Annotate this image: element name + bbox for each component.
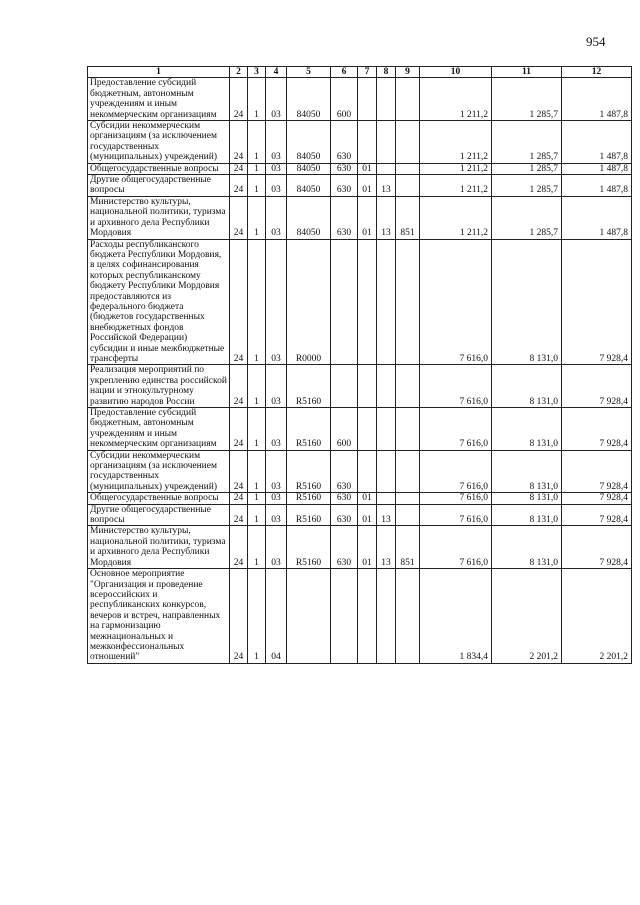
cell-code-4: 03 bbox=[266, 175, 287, 197]
table-row bbox=[88, 78, 632, 121]
cell-code-5: R5160 bbox=[287, 493, 331, 504]
page-number: 954 bbox=[586, 34, 606, 49]
cell-code-4: 03 bbox=[266, 504, 287, 526]
cell-code-7: 01 bbox=[358, 504, 377, 526]
table-row bbox=[88, 504, 632, 526]
table-row bbox=[88, 450, 632, 493]
cell-code-2: 24 bbox=[230, 196, 248, 239]
cell-item-name: Министерство культуры, национальной политики, туризма и архивного дела Республики Мордовия bbox=[88, 196, 230, 239]
table-row bbox=[88, 493, 632, 504]
cell-amount-12: 7 928,4 bbox=[562, 493, 632, 504]
column-header-4: 4 bbox=[266, 67, 287, 78]
column-header-2: 2 bbox=[230, 67, 248, 78]
cell-code-5: 84050 bbox=[287, 196, 331, 239]
cell-code-8 bbox=[377, 569, 396, 664]
cell-code-9 bbox=[396, 175, 420, 197]
cell-code-6: 630 bbox=[331, 450, 358, 493]
cell-amount-10: 7 616,0 bbox=[420, 493, 492, 504]
cell-code-2: 24 bbox=[230, 365, 248, 408]
cell-amount-11: 8 131,0 bbox=[492, 493, 562, 504]
cell-code-3: 1 bbox=[248, 163, 266, 174]
cell-amount-10: 1 211,2 bbox=[420, 121, 492, 164]
table-row bbox=[88, 526, 632, 569]
cell-amount-10: 1 211,2 bbox=[420, 175, 492, 197]
cell-code-6: 630 bbox=[331, 163, 358, 174]
table-header-row bbox=[88, 67, 632, 78]
cell-code-7 bbox=[358, 239, 377, 365]
cell-code-3: 1 bbox=[248, 569, 266, 664]
cell-amount-11: 1 285,7 bbox=[492, 175, 562, 197]
cell-code-6: 630 bbox=[331, 493, 358, 504]
cell-amount-12: 7 928,4 bbox=[562, 365, 632, 408]
cell-code-4: 04 bbox=[266, 569, 287, 664]
cell-code-3: 1 bbox=[248, 121, 266, 164]
cell-code-2: 24 bbox=[230, 239, 248, 365]
cell-code-5 bbox=[287, 569, 331, 664]
cell-amount-12: 7 928,4 bbox=[562, 408, 632, 451]
column-header-8: 8 bbox=[377, 67, 396, 78]
table-row bbox=[88, 239, 632, 365]
cell-amount-10: 1 211,2 bbox=[420, 196, 492, 239]
table-row bbox=[88, 163, 632, 174]
cell-code-9 bbox=[396, 504, 420, 526]
cell-code-7: 01 bbox=[358, 175, 377, 197]
cell-code-6: 630 bbox=[331, 121, 358, 164]
cell-amount-10: 1 211,2 bbox=[420, 163, 492, 174]
cell-code-2: 24 bbox=[230, 526, 248, 569]
cell-code-2: 24 bbox=[230, 493, 248, 504]
cell-amount-11: 1 285,7 bbox=[492, 196, 562, 239]
cell-code-9 bbox=[396, 493, 420, 504]
cell-code-9: 851 bbox=[396, 526, 420, 569]
cell-amount-11: 8 131,0 bbox=[492, 450, 562, 493]
cell-code-4: 03 bbox=[266, 163, 287, 174]
table-row bbox=[88, 569, 632, 664]
column-header-9: 9 bbox=[396, 67, 420, 78]
cell-code-8: 13 bbox=[377, 175, 396, 197]
cell-code-8 bbox=[377, 121, 396, 164]
cell-code-8 bbox=[377, 239, 396, 365]
column-header-6: 6 bbox=[331, 67, 358, 78]
cell-code-8 bbox=[377, 365, 396, 408]
cell-amount-12: 1 487,8 bbox=[562, 121, 632, 164]
cell-code-8 bbox=[377, 450, 396, 493]
cell-amount-11: 8 131,0 bbox=[492, 504, 562, 526]
cell-item-name: Предоставление субсидий бюджетным, автономным учреждениям и иным некоммерческим организациям bbox=[88, 408, 230, 451]
cell-amount-10: 7 616,0 bbox=[420, 526, 492, 569]
cell-code-9: 851 bbox=[396, 196, 420, 239]
cell-code-6: 630 bbox=[331, 196, 358, 239]
cell-amount-10: 7 616,0 bbox=[420, 504, 492, 526]
cell-item-name: Другие общегосударственные вопросы bbox=[88, 504, 230, 526]
cell-item-name: Реализация мероприятий по укреплению единства российской нации и этнокультурному развитию народов России bbox=[88, 365, 230, 408]
column-header-3: 3 bbox=[248, 67, 266, 78]
cell-item-name: Субсидии некоммерческим организациям (за исключением государственных (муниципальных) учреждений) bbox=[88, 450, 230, 493]
cell-code-5: R5160 bbox=[287, 504, 331, 526]
cell-code-8: 13 bbox=[377, 196, 396, 239]
cell-item-name: Министерство культуры, национальной политики, туризма и архивного дела Республики Мордовия bbox=[88, 526, 230, 569]
table-body bbox=[88, 78, 632, 663]
cell-code-5: R5160 bbox=[287, 365, 331, 408]
cell-code-3: 1 bbox=[248, 196, 266, 239]
cell-code-6 bbox=[331, 569, 358, 664]
cell-amount-12: 7 928,4 bbox=[562, 450, 632, 493]
cell-code-5: 84050 bbox=[287, 78, 331, 121]
cell-code-4: 03 bbox=[266, 408, 287, 451]
cell-code-8: 13 bbox=[377, 504, 396, 526]
cell-item-name: Предоставление субсидий бюджетным, автономным учреждениям и иным некоммерческим организациям bbox=[88, 78, 230, 121]
cell-code-3: 1 bbox=[248, 175, 266, 197]
column-header-5: 5 bbox=[287, 67, 331, 78]
cell-code-8 bbox=[377, 163, 396, 174]
cell-code-6 bbox=[331, 239, 358, 365]
cell-item-name: Расходы республиканского бюджета Республики Мордовия, в целях софинансирования которых республиканскому бюджету Республики Мордовия предоставляются из федерального бюджета (бюджетов государственных внебюджетных фондов Российской Федерации) субсидии и иные межбюджетные трансферты bbox=[88, 239, 230, 365]
table-row bbox=[88, 196, 632, 239]
cell-code-6: 630 bbox=[331, 504, 358, 526]
cell-amount-11: 8 131,0 bbox=[492, 239, 562, 365]
cell-amount-11: 8 131,0 bbox=[492, 526, 562, 569]
cell-amount-12: 1 487,8 bbox=[562, 196, 632, 239]
cell-code-2: 24 bbox=[230, 175, 248, 197]
cell-code-6 bbox=[331, 365, 358, 408]
cell-code-3: 1 bbox=[248, 365, 266, 408]
cell-code-6: 630 bbox=[331, 175, 358, 197]
cell-amount-12: 7 928,4 bbox=[562, 526, 632, 569]
cell-code-3: 1 bbox=[248, 504, 266, 526]
cell-code-6: 600 bbox=[331, 408, 358, 451]
cell-code-5: R5160 bbox=[287, 526, 331, 569]
cell-code-5: 84050 bbox=[287, 163, 331, 174]
cell-code-4: 03 bbox=[266, 239, 287, 365]
column-header-1: 1 bbox=[88, 67, 230, 78]
cell-code-7 bbox=[358, 121, 377, 164]
cell-amount-11: 1 285,7 bbox=[492, 78, 562, 121]
cell-amount-11: 8 131,0 bbox=[492, 408, 562, 451]
cell-code-4: 03 bbox=[266, 196, 287, 239]
cell-code-3: 1 bbox=[248, 526, 266, 569]
cell-code-5: 84050 bbox=[287, 175, 331, 197]
cell-code-9 bbox=[396, 239, 420, 365]
cell-amount-10: 7 616,0 bbox=[420, 408, 492, 451]
cell-code-2: 24 bbox=[230, 121, 248, 164]
cell-amount-12: 1 487,8 bbox=[562, 78, 632, 121]
cell-item-name: Другие общегосударственные вопросы bbox=[88, 175, 230, 197]
cell-code-4: 03 bbox=[266, 493, 287, 504]
cell-amount-11: 1 285,7 bbox=[492, 121, 562, 164]
column-header-7: 7 bbox=[358, 67, 377, 78]
cell-code-6: 630 bbox=[331, 526, 358, 569]
cell-code-2: 24 bbox=[230, 78, 248, 121]
cell-code-9 bbox=[396, 163, 420, 174]
cell-code-3: 1 bbox=[248, 239, 266, 365]
cell-code-8 bbox=[377, 493, 396, 504]
cell-code-2: 24 bbox=[230, 450, 248, 493]
cell-amount-12: 1 487,8 bbox=[562, 163, 632, 174]
cell-code-9 bbox=[396, 569, 420, 664]
cell-amount-12: 7 928,4 bbox=[562, 504, 632, 526]
cell-item-name: Общегосударственные вопросы bbox=[88, 163, 230, 174]
cell-code-7 bbox=[358, 365, 377, 408]
cell-item-name: Общегосударственные вопросы bbox=[88, 493, 230, 504]
cell-code-7: 01 bbox=[358, 526, 377, 569]
cell-code-9 bbox=[396, 450, 420, 493]
cell-code-3: 1 bbox=[248, 78, 266, 121]
cell-code-9 bbox=[396, 121, 420, 164]
table-row bbox=[88, 408, 632, 451]
cell-code-4: 03 bbox=[266, 450, 287, 493]
cell-code-2: 24 bbox=[230, 408, 248, 451]
cell-amount-11: 2 201,2 bbox=[492, 569, 562, 664]
cell-amount-12: 2 201,2 bbox=[562, 569, 632, 664]
cell-code-9 bbox=[396, 78, 420, 121]
cell-amount-12: 7 928,4 bbox=[562, 239, 632, 365]
cell-code-4: 03 bbox=[266, 121, 287, 164]
cell-code-7: 01 bbox=[358, 196, 377, 239]
cell-code-2: 24 bbox=[230, 163, 248, 174]
cell-code-3: 1 bbox=[248, 408, 266, 451]
table-row bbox=[88, 121, 632, 164]
cell-code-4: 03 bbox=[266, 78, 287, 121]
column-header-11: 11 bbox=[492, 67, 562, 78]
cell-code-9 bbox=[396, 365, 420, 408]
cell-code-4: 03 bbox=[266, 365, 287, 408]
column-header-12: 12 bbox=[562, 67, 632, 78]
cell-item-name: Субсидии некоммерческим организациям (за исключением государственных (муниципальных) учреждений) bbox=[88, 121, 230, 164]
cell-code-3: 1 bbox=[248, 493, 266, 504]
cell-code-7 bbox=[358, 569, 377, 664]
cell-code-4: 03 bbox=[266, 526, 287, 569]
cell-code-7: 01 bbox=[358, 163, 377, 174]
table-row bbox=[88, 175, 632, 197]
cell-code-8: 13 bbox=[377, 526, 396, 569]
cell-code-6: 600 bbox=[331, 78, 358, 121]
cell-amount-12: 1 487,8 bbox=[562, 175, 632, 197]
cell-code-8 bbox=[377, 408, 396, 451]
cell-code-5: R5160 bbox=[287, 408, 331, 451]
cell-code-5: R0000 bbox=[287, 239, 331, 365]
cell-amount-10: 1 834,4 bbox=[420, 569, 492, 664]
cell-amount-10: 1 211,2 bbox=[420, 78, 492, 121]
cell-item-name: Основное мероприятие "Организация и проведение всероссийских и республиканских конкурсов, вечеров и встреч, направленных на гармонизацию межнациональных и межконфессиональных отношений" bbox=[88, 569, 230, 664]
cell-code-7 bbox=[358, 78, 377, 121]
cell-code-9 bbox=[396, 408, 420, 451]
cell-amount-11: 1 285,7 bbox=[492, 163, 562, 174]
cell-amount-10: 7 616,0 bbox=[420, 365, 492, 408]
cell-code-8 bbox=[377, 78, 396, 121]
cell-code-3: 1 bbox=[248, 450, 266, 493]
cell-code-5: R5160 bbox=[287, 450, 331, 493]
cell-code-2: 24 bbox=[230, 569, 248, 664]
column-header-10: 10 bbox=[420, 67, 492, 78]
budget-table bbox=[87, 66, 632, 664]
cell-code-7: 01 bbox=[358, 493, 377, 504]
cell-amount-10: 7 616,0 bbox=[420, 450, 492, 493]
table-row bbox=[88, 365, 632, 408]
cell-code-5: 84050 bbox=[287, 121, 331, 164]
cell-code-7 bbox=[358, 450, 377, 493]
cell-code-7 bbox=[358, 408, 377, 451]
cell-amount-10: 7 616,0 bbox=[420, 239, 492, 365]
cell-amount-11: 8 131,0 bbox=[492, 365, 562, 408]
cell-code-2: 24 bbox=[230, 504, 248, 526]
